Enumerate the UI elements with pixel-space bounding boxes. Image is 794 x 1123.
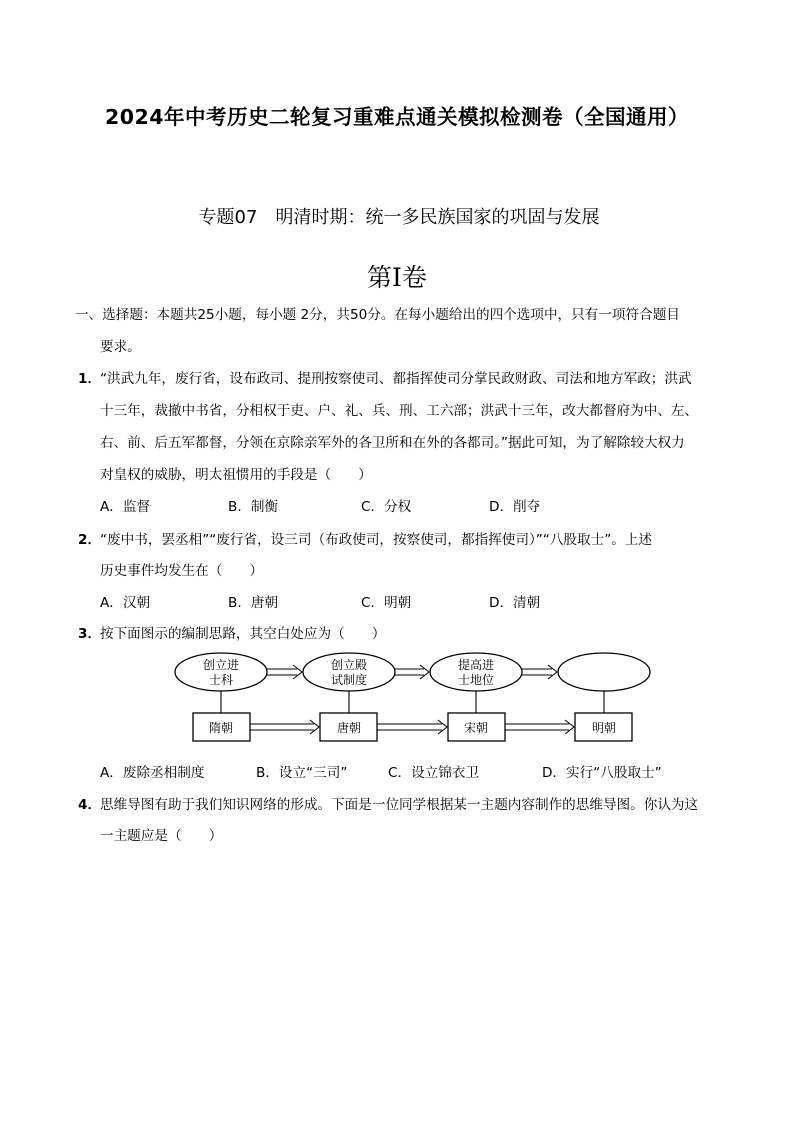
question-text-line: 十三年，裁撤中书省，分相权于吏、户、礼、兵、刑、工六部；洪武十三年，改大都督府为中、左、 bbox=[100, 403, 699, 419]
question-text-line: 历史事件均发生在（ ） bbox=[100, 563, 264, 579]
question-text-line: 对皇权的威胁，明太祖惯用的手段是（ ） bbox=[100, 467, 372, 483]
question-number: 3． bbox=[78, 626, 102, 642]
option-b[interactable]: B．制衡 bbox=[228, 499, 279, 515]
box-label: 唐朝 bbox=[336, 721, 362, 735]
box-label: 隋朝 bbox=[208, 721, 234, 735]
question-number: 2． bbox=[78, 532, 102, 548]
question-text-line: “废中书，罢丞相”“废行省，设三司（布政使司，按察使司，都指挥使司）”“八股取士”。上述 bbox=[100, 532, 653, 548]
option-b[interactable]: B．唐朝 bbox=[228, 595, 279, 611]
question-number: 4． bbox=[78, 797, 102, 813]
question-text-line: 右、前、后五军都督，分领在京除亲军外的各卫所和在外的各都司。”据此可知，为了解除较大权力 bbox=[100, 435, 685, 451]
diagram-ellipse-blank bbox=[558, 653, 650, 691]
flow-diagram bbox=[170, 650, 680, 750]
option-d[interactable]: D．清朝 bbox=[489, 595, 541, 611]
option-c[interactable]: C．明朝 bbox=[361, 595, 412, 611]
section-instruction: 一、选择题：本题共25小题，每小题 2分，共50分。在每小题给出的四个选项中，只有一项符合题目 bbox=[75, 307, 680, 323]
ellipse-label: 提高进 bbox=[457, 658, 495, 672]
ellipse-label: 创立殿 bbox=[330, 658, 368, 672]
question-number: 1． bbox=[78, 371, 102, 387]
section-instruction-cont: 要求。 bbox=[100, 339, 141, 355]
question-text-line: 思维导图有助于我们知识网络的形成。下面是一位同学根据某一主题内容制作的思维导图。你认为这 bbox=[100, 797, 699, 813]
option-c[interactable]: C．分权 bbox=[361, 499, 412, 515]
ellipse-label: 创立进 bbox=[202, 658, 240, 672]
ellipse-label: 士地位 bbox=[457, 673, 495, 687]
ellipse-label: 试制度 bbox=[330, 673, 368, 687]
question-text-line: “洪武九年，废行省，设布政司、提刑按察使司、都指挥使司分掌民政财政、司法和地方军政；洪武 bbox=[100, 371, 692, 387]
ellipse-label: 士科 bbox=[208, 673, 234, 687]
page-title: 2024年中考历史二轮复习重难点通关模拟检测卷（全国通用） bbox=[104, 105, 690, 129]
option-b[interactable]: B．设立“三司” bbox=[256, 765, 348, 781]
option-a[interactable]: A．废除丞相制度 bbox=[100, 765, 205, 781]
question-text-line: 一主题应是（ ） bbox=[100, 828, 223, 844]
option-a[interactable]: A．监督 bbox=[100, 499, 151, 515]
question-text-line: 按下面图示的编制思路，其空白处应为（ ） bbox=[100, 626, 386, 642]
volume-heading: 第Ⅰ卷 bbox=[367, 263, 427, 292]
box-label: 明朝 bbox=[591, 721, 617, 735]
page-subtitle: 专题07 明清时期：统一多民族国家的巩固与发展 bbox=[198, 207, 600, 228]
option-d[interactable]: D．削夺 bbox=[489, 499, 541, 515]
box-label: 宋朝 bbox=[463, 721, 489, 735]
option-d[interactable]: D．实行“八股取士” bbox=[542, 765, 662, 781]
option-a[interactable]: A．汉朝 bbox=[100, 595, 151, 611]
option-c[interactable]: C．设立锦衣卫 bbox=[388, 765, 480, 781]
